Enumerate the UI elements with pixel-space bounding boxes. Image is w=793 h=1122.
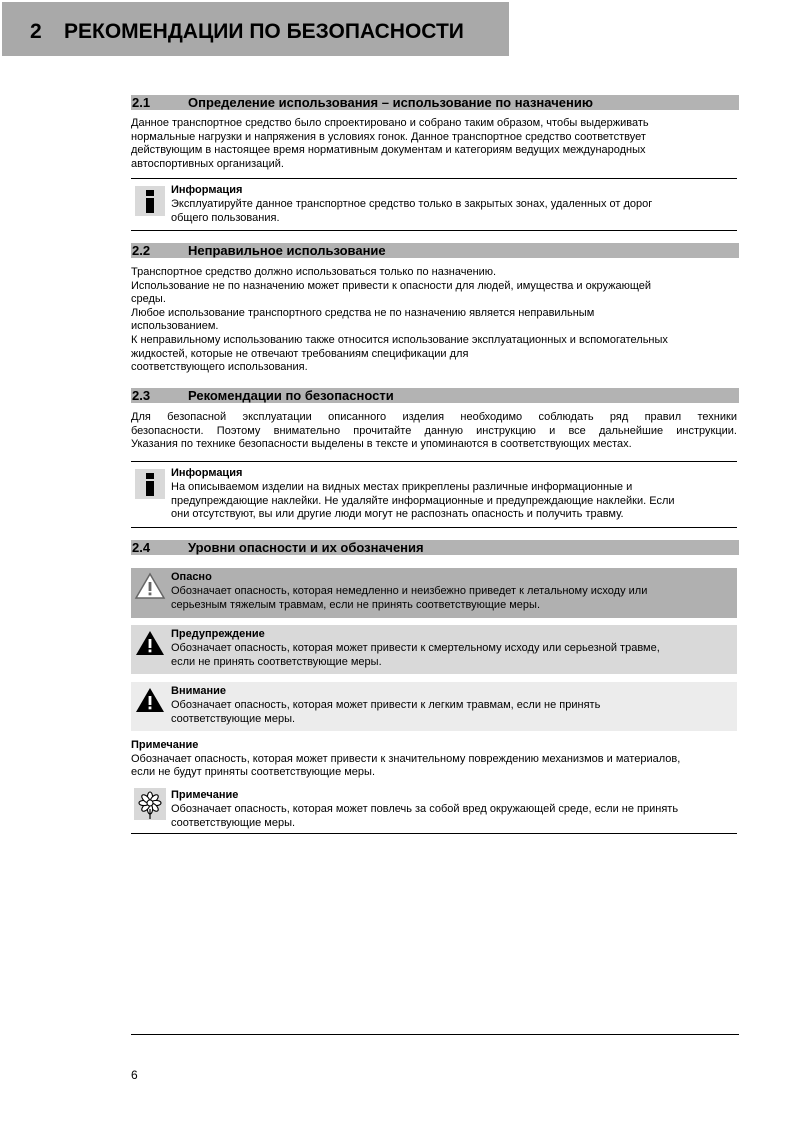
text-line: если не принять соответствующие меры. (171, 655, 382, 668)
notice-title: Примечание (131, 739, 199, 751)
env-notice-body (171, 803, 731, 830)
text-line: серьезным тяжелым травмам, если не принять соответствующие меры. (171, 598, 541, 611)
info-title: Информация (171, 467, 243, 479)
divider (131, 461, 737, 462)
text-line: Для безопасной эксплуатации описанного изделия необходимо соблюдать ряд правил техники (131, 411, 737, 423)
text-line: они отсутствуют, вы или другие люди могут не распознать опасность и получить травму. (171, 508, 624, 521)
divider (131, 527, 737, 528)
text-line: нормальные нагрузки и напряжения в условиях гонок. Данное транспортное средство соответствует (131, 130, 646, 143)
danger-title: Опасно (171, 571, 212, 583)
text-line: соответствующие меры. (171, 712, 296, 725)
info-body (171, 481, 731, 522)
text-line: действующим в настоящее время нормативным документам и категориям ведущих международных (131, 144, 646, 157)
chapter-header (2, 2, 509, 56)
info-icon (135, 469, 165, 499)
section-2-3-text (131, 411, 737, 452)
text-line: Использование не по назначению может привести к опасности для людей, имущества и окружающей (131, 279, 652, 292)
text-line: Обозначает опасность, которая может привести к легким травмам, если не принять (171, 699, 601, 711)
text-line: Любое использование транспортного средства не по назначению является неправильным (131, 306, 595, 319)
text-line: К неправильному использованию также относится использование эксплуатационных и вспомогательных (131, 333, 668, 346)
text-line: жидкостей, которые не отвечают требованиям спецификации для (131, 347, 469, 360)
text-line: Обозначает опасность, которая немедленно и неизбежно приведет к летальному исходу или (171, 585, 648, 597)
caution-title: Внимание (171, 685, 226, 697)
text-line: Транспортное средство должно использоваться только по назначению. (131, 266, 497, 278)
warning-title: Предупреждение (171, 628, 265, 640)
section-2-4-heading (131, 540, 739, 555)
warning-icon (134, 629, 166, 657)
chapter-title: РЕКОМЕНДАЦИИ ПО БЕЗОПАСНОСТИ (64, 20, 464, 43)
info-note-2-1 (131, 184, 737, 228)
section-2-2-heading (131, 243, 739, 258)
section-title: Определение использования – использование по назначению (188, 95, 593, 110)
text-line: Данное транспортное средство было спроектировано и собрано таким образом, чтобы выдерживать (131, 117, 649, 129)
env-notice-title: Примечание (171, 789, 239, 801)
text-line: Указания по технике безопасности выделены в тексте и упоминаются в соответствующих местах. (131, 438, 632, 451)
section-number: 2.1 (132, 95, 151, 110)
divider (131, 833, 737, 834)
danger-body (171, 585, 731, 612)
caution-icon (134, 686, 166, 714)
notice-block (131, 739, 737, 780)
section-2-1-heading (131, 95, 739, 110)
text-line: общего пользования. (171, 211, 280, 224)
text-line: Обозначает опасность, которая может привести к значительному повреждению механизмов и материалов, (131, 752, 681, 765)
text-line: Эксплуатируйте данное транспортное средство только в закрытых зонах, удаленных от дорог (171, 198, 653, 210)
warning-box (131, 625, 737, 674)
text-line: Обозначает опасность, которая может повлечь за собой вред окружающей среде, если не принять (171, 803, 679, 815)
text-line: автоспортивных организаций. (131, 157, 284, 170)
info-body (171, 198, 731, 225)
text-line: соответствующего использования. (131, 361, 308, 374)
info-icon (135, 186, 165, 216)
caution-box (131, 682, 737, 731)
environment-note (131, 788, 737, 830)
text-line: среды. (131, 293, 166, 306)
danger-box (131, 568, 737, 618)
section-title: Уровни опасности и их обозначения (188, 540, 424, 555)
info-title: Информация (171, 184, 243, 196)
danger-warning-icon (134, 572, 166, 600)
divider (131, 178, 737, 179)
divider (131, 230, 737, 231)
caution-body (171, 699, 731, 726)
footer-divider (131, 1034, 739, 1035)
warning-body (171, 642, 731, 669)
text-line: безопасности. Поэтому внимательно прочитайте данную инструкцию и все дальнейшие инструкции. (131, 424, 737, 437)
text-line: предупреждающие наклейки. Не удаляйте информационные и предупреждающие наклейки. Если (171, 494, 675, 507)
chapter-number: 2 (30, 20, 42, 43)
text-line: Обозначает опасность, которая может привести к смертельному исходу или серьезной травме, (171, 642, 660, 654)
section-number: 2.2 (132, 243, 151, 258)
section-title: Неправильное использование (188, 243, 386, 258)
text-line: использованием. (131, 320, 219, 333)
section-number: 2.4 (132, 540, 151, 555)
section-title: Рекомендации по безопасности (188, 388, 394, 403)
text-line: На описываемом изделии на видных местах прикреплены различные информационные и (171, 481, 633, 493)
text-line: если не будут приняты соответствующие меры. (131, 766, 376, 779)
page-number: 6 (131, 1068, 138, 1082)
environment-flower-icon (134, 788, 166, 820)
section-2-1-text (131, 117, 737, 171)
info-note-2-3 (131, 467, 737, 525)
text-line: соответствующие меры. (171, 816, 296, 829)
section-2-3-heading (131, 388, 739, 403)
section-number: 2.3 (132, 388, 151, 403)
section-2-2-text (131, 266, 737, 375)
